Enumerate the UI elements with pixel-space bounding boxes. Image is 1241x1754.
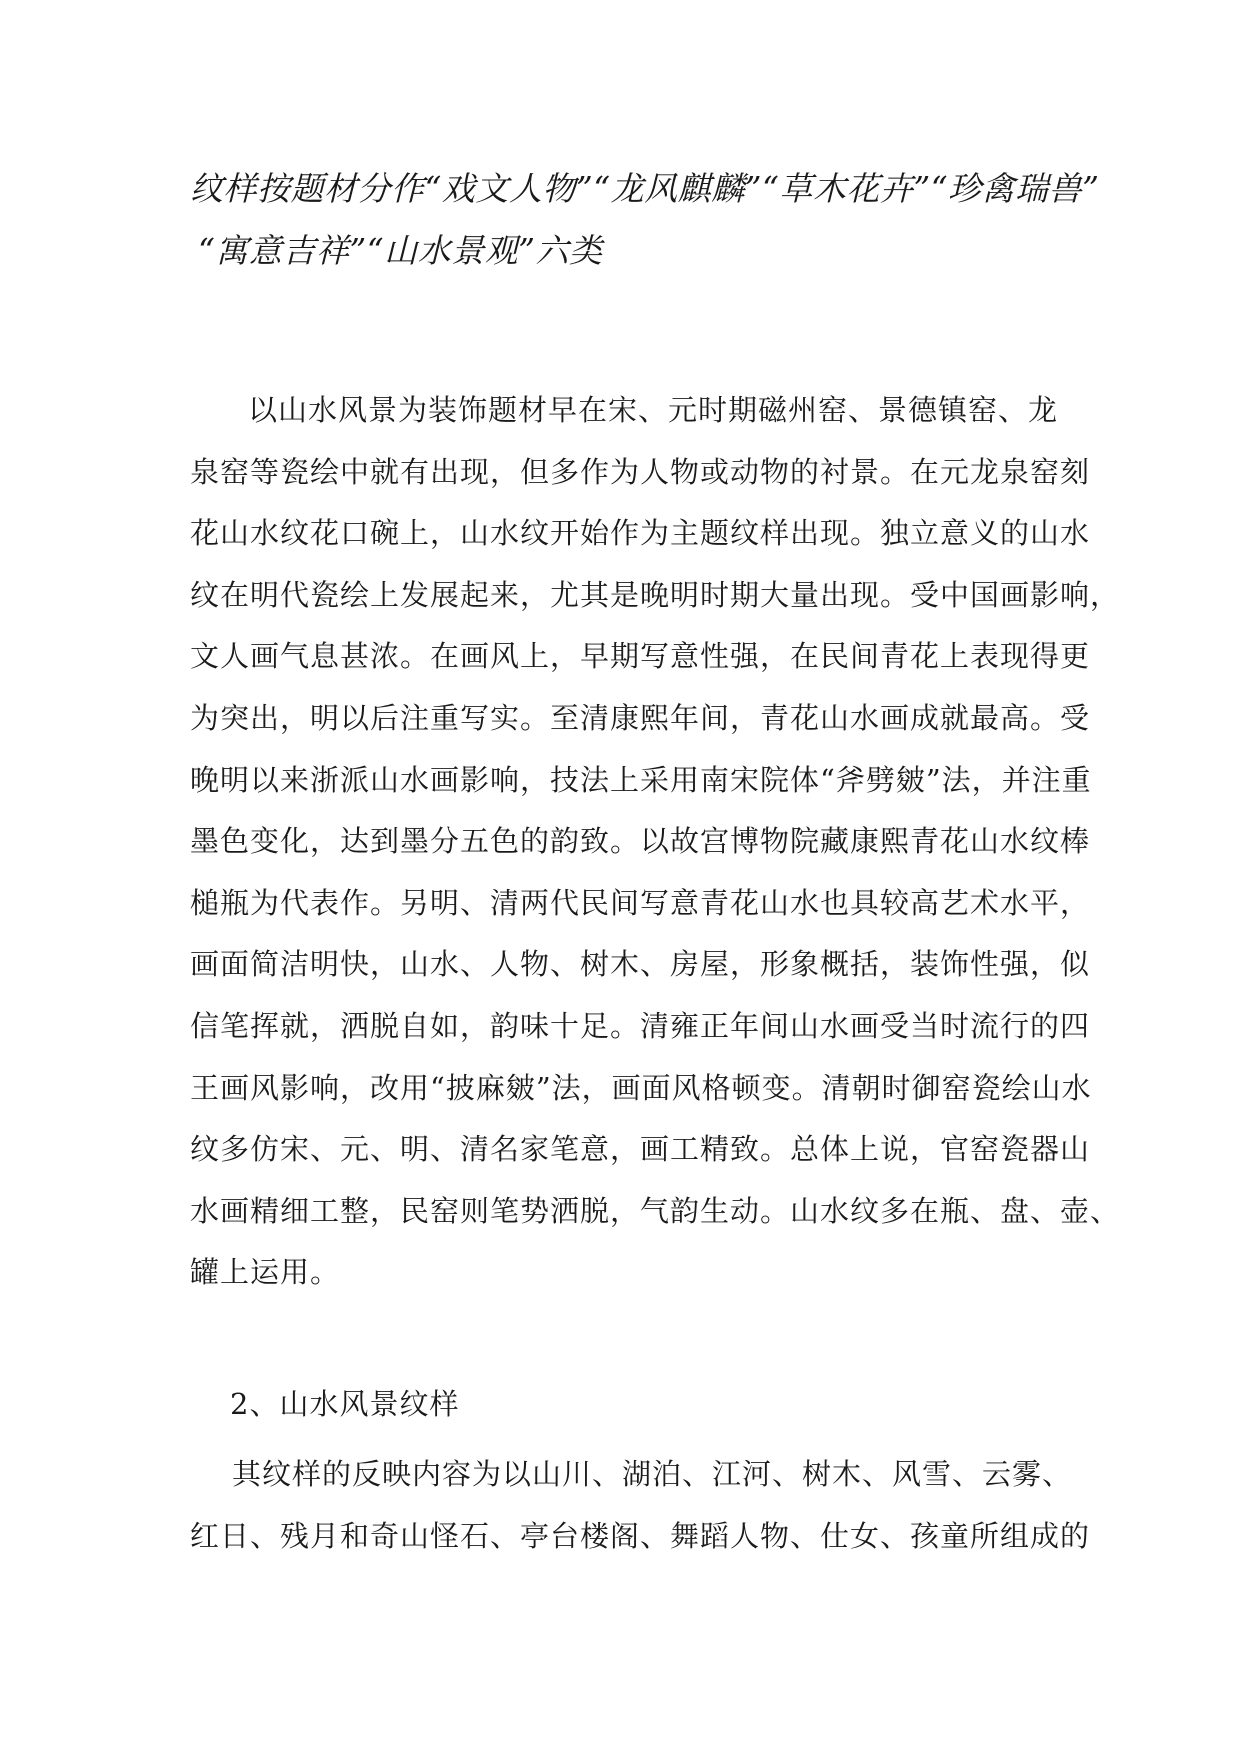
title-line-1: 纹样按题材分作“戏文人物”“龙风麒麟”“草木花卉”“珍禽瑞兽”	[190, 169, 1100, 208]
paragraph-line: 信笔挥就，洒脱自如，韵味十足。清雍正年间山水画受当时流行的四	[190, 1008, 1091, 1043]
paragraph-line: 纹多仿宋、元、明、清名家笔意，画工精致。总体上说，官窑瓷器山	[190, 1132, 1091, 1167]
paragraph-line: 纹在明代瓷绘上发展起来，尤其是晚明时期大量出现。受中国画影响，	[190, 577, 1121, 612]
paragraph-line: 画面简洁明快，山水、人物、树木、房屋，形象概括，装饰性强，似	[190, 947, 1091, 982]
paragraph-line: 槌瓶为代表作。另明、清两代民间写意青花山水也具较高艺术水平，	[190, 885, 1091, 920]
paragraph-line: 文人画气息甚浓。在画风上，早期写意性强，在民间青花上表现得更	[190, 639, 1091, 674]
paragraph-line: 以山水风景为装饰题材早在宋、元时期磁州窑、景德镇窑、龙	[248, 393, 1059, 427]
paragraph-line: 晚明以来浙派山水画影响，技法上采用南宋院体“斧劈皴”法，并注重	[190, 762, 1092, 797]
paragraph-line: 红日、残月和奇山怪石、亭台楼阁、舞蹈人物、仕女、孩童所组成的	[190, 1518, 1091, 1553]
paragraph-landscape-history	[190, 380, 1121, 1304]
paragraph-landscape-patterns	[190, 1444, 1091, 1567]
paragraph-line: 墨色变化，达到墨分五色的韵致。以故宫博物院藏康熙青花山水纹棒	[190, 824, 1091, 859]
title-line-2: “寓意吉祥”“山水景观”六类	[198, 231, 603, 270]
paragraph-line: 水画精细工整，民窑则笔势洒脱，气韵生动。山水纹多在瓶、盘、壶、	[190, 1193, 1121, 1228]
paragraph-line: 王画风影响，改用“披麻皴”法，画面风格顿变。清朝时御窑瓷绘山水	[190, 1070, 1092, 1105]
document-title	[190, 158, 1100, 282]
paragraph-line: 为突出，明以后注重写实。至清康熙年间，青花山水画成就最高。受	[190, 700, 1091, 735]
paragraph-line: 花山水纹花口碗上，山水纹开始作为主题纹样出现。独立意义的山水	[190, 516, 1091, 551]
paragraph-line: 泉窑等瓷绘中就有出现，但多作为人物或动物的衬景。在元龙泉窑刻	[190, 454, 1091, 489]
paragraph-line: 罐上运用。	[190, 1255, 341, 1290]
section-heading: 2、山水风景纹样	[230, 1387, 460, 1421]
paragraph-line: 其纹样的反映内容为以山川、湖泊、江河、树木、风雪、云雾、	[232, 1457, 1073, 1491]
